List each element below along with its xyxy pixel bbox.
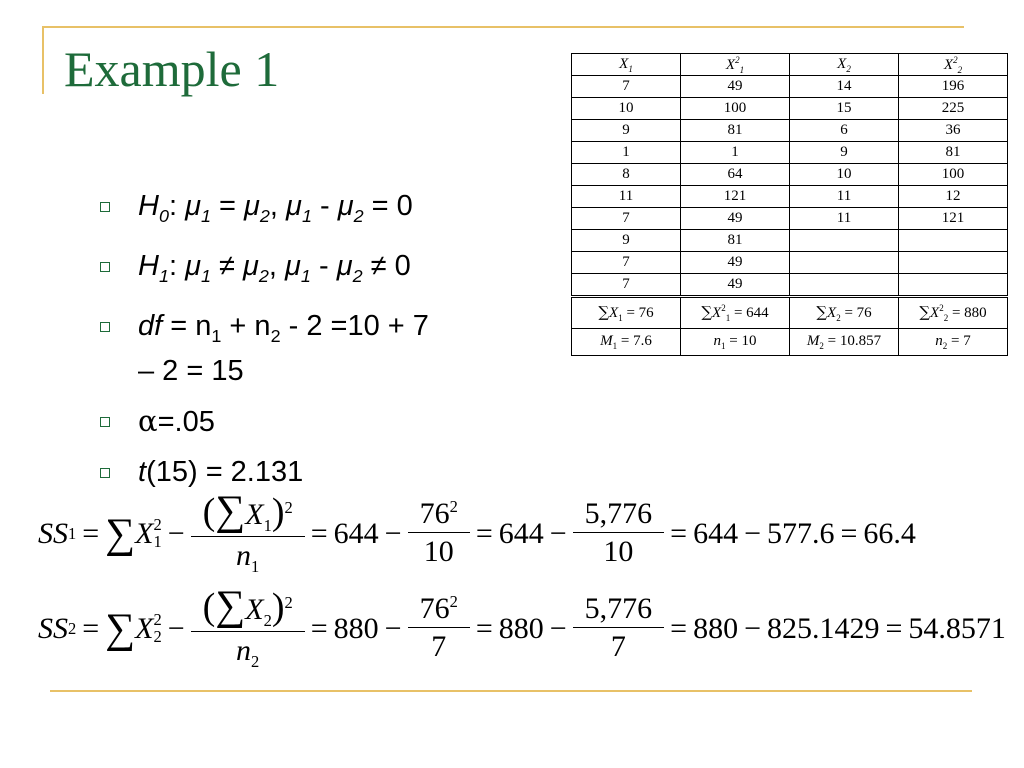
cell-x1-squared: 49	[681, 208, 790, 230]
table-row	[572, 98, 1008, 120]
cell-x2-squared: 225	[899, 98, 1008, 120]
bullet-h1: $H_1$: $\mu_1 \ne \mu_2$, $\mu_1 - \mu_2 \ne 0$	[100, 248, 540, 294]
cell-x2-squared: 81	[899, 142, 1008, 164]
cell-x2-squared: 36	[899, 120, 1008, 142]
bullet-df: df = $n_1 + n_2 - 2 =10 + 7$ – 2 = 15	[100, 308, 540, 390]
header-x1: $X_1$	[572, 54, 681, 76]
cell-x2-squared	[899, 274, 1008, 297]
cell-x2-squared: 100	[899, 164, 1008, 186]
cell-x2: 11	[790, 186, 899, 208]
cell-x1-squared: 49	[681, 274, 790, 297]
table-row	[572, 274, 1008, 297]
data-table	[571, 53, 1008, 356]
cell-x2: 10	[790, 164, 899, 186]
mean-1: $M_1 = 7.6$	[572, 329, 681, 356]
cell-x1-squared: 1	[681, 142, 790, 164]
bullet-list	[100, 188, 540, 504]
cell-x2: 15	[790, 98, 899, 120]
table-row	[572, 76, 1008, 98]
cell-x1-squared: 81	[681, 120, 790, 142]
cell-x1: 10	[572, 98, 681, 120]
header-x1-squared: $X^2_1$	[681, 54, 790, 76]
cell-x1: 9	[572, 230, 681, 252]
equation-ss2: SS 2 = ∑ X 2 2 − $\frac{(\sum X_2)^2}{n_2}$ = 880 − $\frac{76^2}{7}$ = 880 − $\frac{5,776}{7}$ = 880 − 825.1429 = 54.8571	[38, 583, 1006, 671]
cell-x2-squared	[899, 252, 1008, 274]
slide-title: Example 1	[64, 41, 280, 97]
cell-x1: 7	[572, 208, 681, 230]
cell-x1-squared: 49	[681, 252, 790, 274]
cell-x1-squared: 49	[681, 76, 790, 98]
ss1-result: 66.4	[863, 516, 916, 550]
table-sum-row	[572, 297, 1008, 329]
cell-x1-squared: 81	[681, 230, 790, 252]
ss2-result: 54.8571	[908, 611, 1006, 645]
cell-x1-squared: 100	[681, 98, 790, 120]
table-footer-row	[572, 329, 1008, 356]
cell-x2: 6	[790, 120, 899, 142]
square-bullet-icon	[100, 262, 110, 272]
square-bullet-icon	[100, 322, 110, 332]
fraction-ss1-values: $\frac{76^2}{10}$	[414, 497, 464, 570]
header-x2: $X_2$	[790, 54, 899, 76]
fraction-ss2-sum: $\frac{(\sum X_2)^2}{n_2}$	[197, 585, 299, 673]
bullet-h0: $H_0$: $\mu_1 = \mu_2$, $\mu_1 - \mu_2 = 0$	[100, 188, 540, 234]
fraction-ss1-numeric: $\frac{5,776}{10}$	[579, 497, 659, 570]
fraction-ss2-values: $\frac{76^2}{7}$	[414, 592, 464, 665]
table-body	[572, 76, 1008, 297]
square-bullet-icon	[100, 417, 110, 427]
sum-x2-squared: $\sum X^2_2 = 880$	[899, 297, 1008, 329]
table-row	[572, 142, 1008, 164]
table-row	[572, 252, 1008, 274]
cell-x1: 8	[572, 164, 681, 186]
cell-x2	[790, 252, 899, 274]
bullet-tcrit: t(15) = 2.131	[100, 454, 540, 490]
cell-x1: 7	[572, 274, 681, 297]
cell-x2-squared	[899, 230, 1008, 252]
mean-2: $M_2 = 10.857$	[790, 329, 899, 356]
cell-x2: 14	[790, 76, 899, 98]
n-2: $n_2 = 7$	[899, 329, 1008, 356]
cell-x1: 7	[572, 252, 681, 274]
table-row	[572, 164, 1008, 186]
cell-x2: 9	[790, 142, 899, 164]
bullet-alpha: α=.05	[100, 403, 540, 440]
frame-bottom-rule	[50, 690, 972, 692]
cell-x1-squared: 121	[681, 186, 790, 208]
square-bullet-icon	[100, 202, 110, 212]
cell-x1-squared: 64	[681, 164, 790, 186]
square-bullet-icon	[100, 468, 110, 478]
table-row	[572, 186, 1008, 208]
table-header-row	[572, 54, 1008, 76]
sum-x2: $\sum X_2 = 76$	[790, 297, 899, 329]
cell-x2	[790, 230, 899, 252]
cell-x2	[790, 274, 899, 297]
table-row	[572, 120, 1008, 142]
cell-x1: 9	[572, 120, 681, 142]
frame-left-rule	[42, 26, 44, 94]
cell-x2-squared: 12	[899, 186, 1008, 208]
header-x2-squared: $X^2_2$	[899, 54, 1008, 76]
fraction-ss2-numeric: $\frac{5,776}{7}$	[579, 592, 659, 665]
n-1: $n_1 = 10$	[681, 329, 790, 356]
sum-x1-squared: $\sum X^2_1 = 644$	[681, 297, 790, 329]
cell-x2-squared: 196	[899, 76, 1008, 98]
sum-x1: $\sum X_1 = 76$	[572, 297, 681, 329]
cell-x1: 1	[572, 142, 681, 164]
table-row	[572, 208, 1008, 230]
cell-x2-squared: 121	[899, 208, 1008, 230]
table-row	[572, 230, 1008, 252]
equation-ss1: SS 1 = ∑ X 2 1 − $\frac{(\sum X_1)^2}{n_1}$ = 644 − $\frac{76^2}{10}$ = 644 − $\frac{5,776}{10}$ = 644 − 577.6 = 66.4	[38, 488, 916, 576]
cell-x1: 11	[572, 186, 681, 208]
frame-top-rule	[42, 26, 964, 28]
fraction-ss1-sum: $\frac{(\sum X_1)^2}{n_1}$	[197, 490, 299, 578]
cell-x1: 7	[572, 76, 681, 98]
cell-x2: 11	[790, 208, 899, 230]
